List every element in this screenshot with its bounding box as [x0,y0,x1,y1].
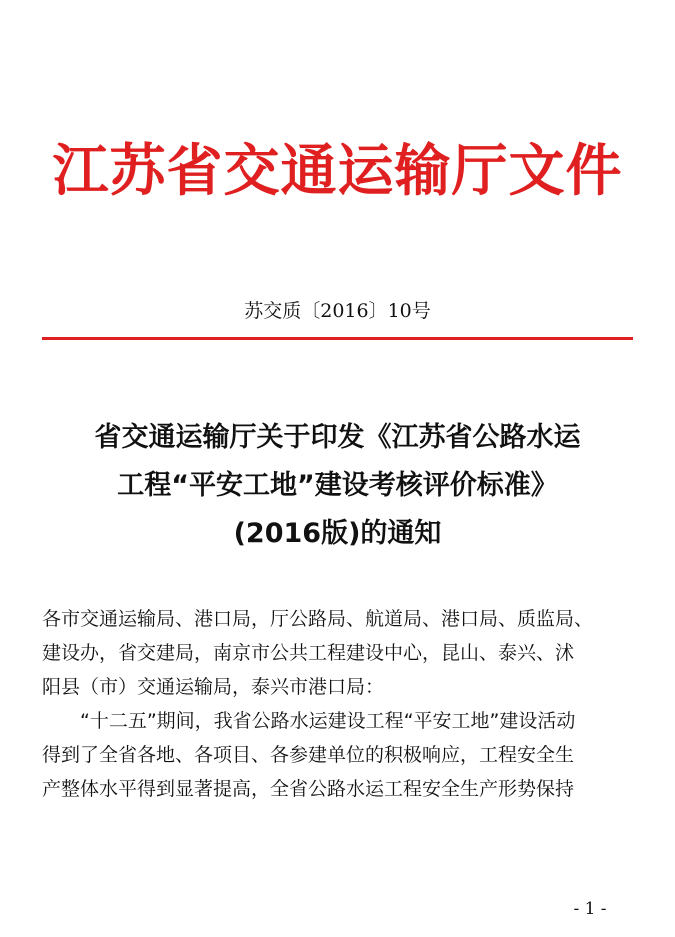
notice-title-line-1: 省交通运输厅关于印发《江苏省公路水运 [94,422,581,453]
letterhead-title: 江苏省交通运输厅文件 [52,139,623,204]
page-number: - 1 - [573,899,607,919]
address-line-3: 阳县（市）交通运输局，泰兴市港口局： [42,676,385,698]
paragraph-line-1: “十二五”期间，我省公路水运建设工程“平安工地”建设活动 [80,710,576,732]
notice-title [40,414,635,558]
red-separator-line [42,337,633,340]
document-number: 苏交质〔2016〕10号 [244,300,431,322]
notice-body [42,602,637,806]
notice-title-line-2: 工程“平安工地”建设考核评价标准》 [117,470,558,501]
paragraph-line-2: 得到了全省各地、各项目、各参建单位的积极响应，工程安全生 [42,744,575,766]
notice-title-line-3: (2016版)的通知 [233,518,442,549]
address-line-2: 建设办，省交建局，南京市公共工程建设中心，昆山、泰兴、沭 [42,642,575,664]
address-line-1: 各市交通运输局、港口局，厅公路局、航道局、港口局、质监局、 [42,608,594,630]
paragraph-line-3: 产整体水平得到显著提高，全省公路水运工程安全生产形势保持 [42,778,575,800]
